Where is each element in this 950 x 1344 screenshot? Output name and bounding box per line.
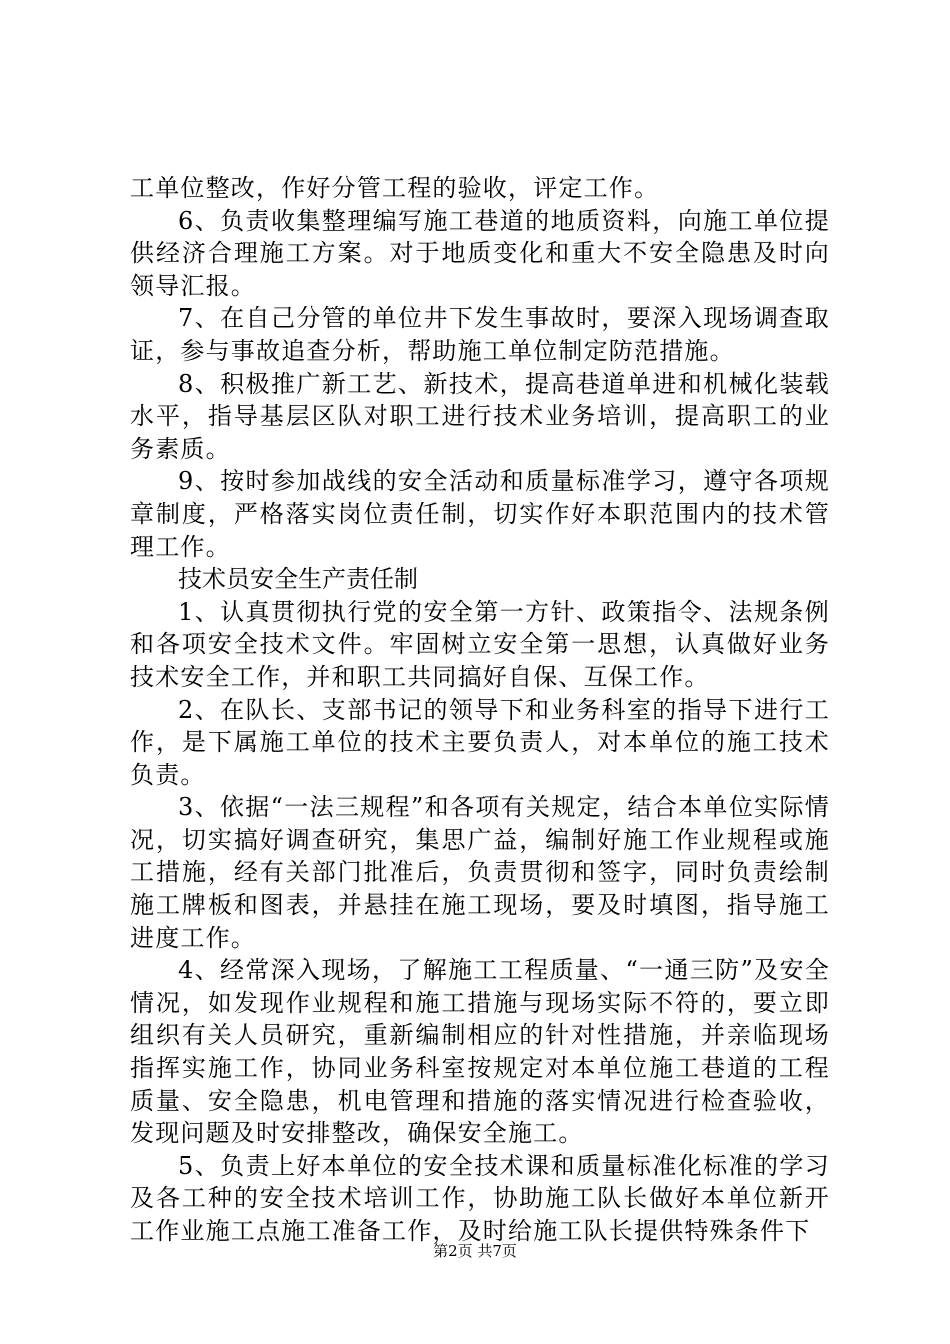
paragraph-item-8: 8、积极推广新工艺、新技术，提高巷道单进和机械化装载水平，指导基层区队对职工进行技术业务培训，提高职工的业务素质。 — [130, 369, 830, 463]
paragraph-item-7: 7、在自己分管的单位井下发生事故时，要深入现场调查取证，参与事故追查分析，帮助施工单位制定防范措施。 — [130, 304, 830, 365]
paragraph-item-9: 9、按时参加战线的安全活动和质量标准学习，遵守各项规章制度，严格落实岗位责任制，切实作好本职范围内的技术管理工作。 — [130, 467, 830, 561]
paragraph-item-6: 6、负责收集整理编写施工巷道的地质资料，向施工单位提供经济合理施工方案。对于地质变化和重大不安全隐患及时向领导汇报。 — [130, 206, 830, 300]
section-heading: 技术员安全生产责任制 — [178, 565, 418, 594]
paragraph-item-2: 2、在队长、支部书记的领导下和业务科室的指导下进行工作，是下属施工单位的技术主要负责人，对本单位的施工技术负责。 — [130, 695, 830, 789]
page-number-footer: 第2页 共7页 — [433, 1242, 517, 1260]
paragraph-item-3: 3、依据“一法三规程”和各项有关规定，结合本单位实际情况，切实搞好调查研究，集思广益，编制好施工作业规程或施工措施，经有关部门批准后，负责贯彻和签字，同时负责绘制施工牌板和图表，并悬挂在施工现场，要及时填图，指导施工进度工作。 — [130, 793, 830, 952]
paragraph-item-4: 4、经常深入现场，了解施工工程质量、“一通三防”及安全情况，如发现作业规程和施工措施与现场实际不符的，要立即组织有关人员研究，重新编制相应的针对性措施，并亲临现场指挥实施工作，协同业务科室按规定对本单位施工巷道的工程质量、安全隐患，机电管理和措施的落实情况进行检查验收，发现问题及时安排整改，确保安全施工。 — [130, 956, 830, 1148]
paragraph-item-1: 1、认真贯彻执行党的安全第一方针、政策指令、法规条例和各项安全技术文件。牢固树立安全第一思想，认真做好业务技术安全工作，并和职工共同搞好自保、互保工作。 — [130, 597, 830, 691]
paragraph-item-5: 5、负责上好本单位的安全技术课和质量标准化标准的学习及各工种的安全技术培训工作，协助施工队长做好本单位新开工作业施工点施工准备工作，及时给施工队长提供特殊条件下 — [130, 1151, 830, 1245]
document-body — [130, 172, 830, 1248]
paragraph-continuation: 工单位整改，作好分管工程的验收，评定工作。 — [130, 174, 660, 202]
